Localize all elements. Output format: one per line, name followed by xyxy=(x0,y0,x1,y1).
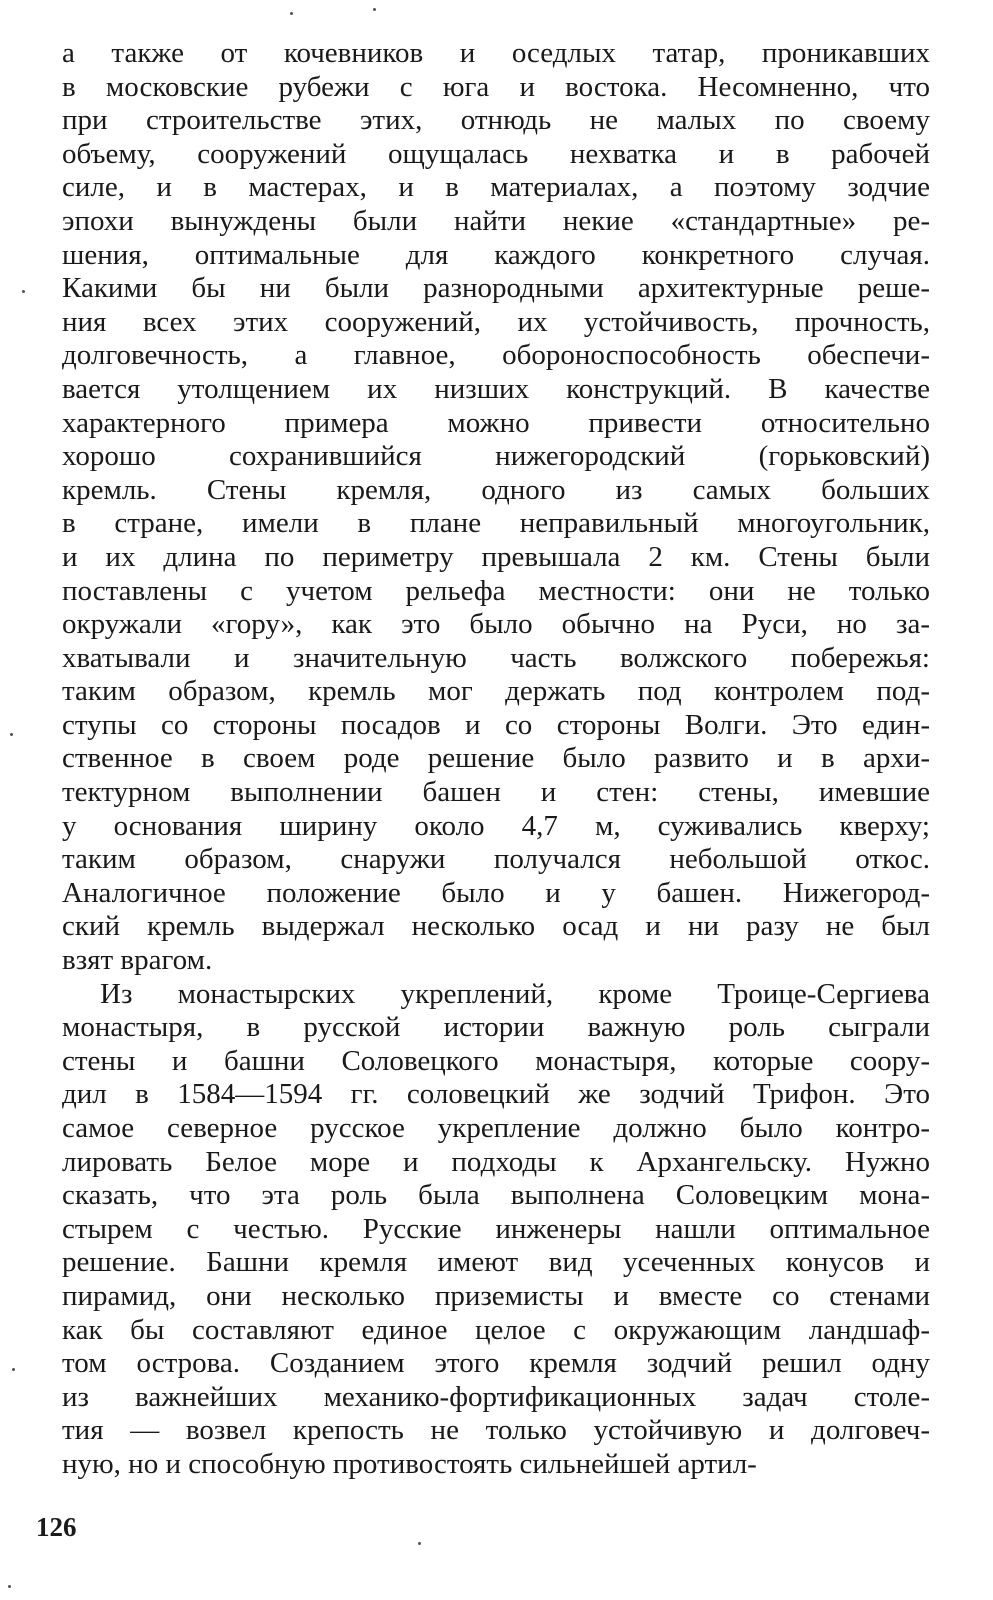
text-line: дил в 1584—1594 гг. соловецкий же зодчий Трифон. Это xyxy=(62,1078,930,1111)
text-line: решение. Башни кремля имеют вид усеченных конусов и xyxy=(62,1246,930,1279)
paragraph xyxy=(62,37,930,978)
text-line: ский кремль выдержал несколько осад и ни разу не был xyxy=(62,910,930,943)
body-text xyxy=(62,37,930,1482)
text-line: из важнейших механико-фортификационных задач столе- xyxy=(62,1380,930,1413)
text-line: а также от кочевников и оседлых татар, проникавших xyxy=(62,37,930,69)
text-line: поставлены с учетом рельефа местности: они не только xyxy=(62,574,930,607)
scan-speck xyxy=(290,12,293,15)
text-line: пирамид, они несколько приземисты и вместе со стенами xyxy=(62,1279,930,1312)
text-line: окружали «гору», как это было обычно на Руси, но за- xyxy=(62,608,930,641)
text-line: тектурном выполнении башен и стен: стены, имевшие xyxy=(62,776,930,809)
text-line: вается утолщением их низших конструкций. В качестве xyxy=(62,372,930,405)
text-line: ственное в своем роде решение было развито и в архи- xyxy=(62,742,930,775)
scan-speck xyxy=(10,733,13,736)
text-line: таким образом, кремль мог держать под контролем под- xyxy=(62,675,930,708)
scan-speck xyxy=(8,1585,11,1588)
text-line: у основания ширину около 4,7 м, суживались кверху; xyxy=(62,809,930,842)
text-line: таким образом, снаружи получался небольшой откос. xyxy=(62,843,930,876)
text-line: хватывали и значительную часть волжского побережья: xyxy=(62,641,930,674)
text-line: при строительстве этих, отнюдь не малых по своему xyxy=(62,104,930,137)
text-line: как бы составляют единое целое с окружающим ландшаф- xyxy=(62,1313,930,1346)
text-line: стырем с честью. Русские инженеры нашли оптимальное xyxy=(62,1212,930,1245)
text-line: лировать Белое море и подходы к Архангельску. Нужно xyxy=(62,1145,930,1178)
text-line: сказать, что эта роль была выполнена Соловецким мона- xyxy=(62,1179,930,1212)
text-line: самое северное русское укрепление должно было контро- xyxy=(62,1112,930,1144)
text-line: стены и башни Соловецкого монастыря, которые соору- xyxy=(62,1044,930,1077)
text-line: характерного примера можно привести относительно xyxy=(62,406,930,439)
text-line: тия — возвел крепость не только устойчивую и долговеч- xyxy=(62,1414,930,1447)
text-line: ную, но и способную противостоять сильнейшей артил- xyxy=(62,1447,757,1480)
text-line: в московские рубежи с юга и востока. Несомненно, что xyxy=(62,70,930,103)
text-line: шения, оптимальные для каждого конкретного случая. xyxy=(62,238,930,271)
text-line: объему, сооружений ощущалась нехватка и в рабочей xyxy=(62,137,930,170)
scan-speck xyxy=(22,290,25,293)
text-line: в стране, имели в плане неправильный многоугольник, xyxy=(62,507,930,540)
page-number: 126 xyxy=(36,1512,77,1542)
text-line: Аналогичное положение было и у башен. Нижегород- xyxy=(62,876,930,909)
text-line: Какими бы ни были разнородными архитектурные реше- xyxy=(62,272,930,305)
text-line: эпохи вынуждены были найти некие «стандартные» ре- xyxy=(62,204,930,237)
text-line: Из монастырских укреплений, кроме Троице-Сергиева xyxy=(100,977,930,1010)
text-line: ступы со стороны посадов и со стороны Волги. Это един- xyxy=(62,708,930,741)
text-line: хорошо сохранившийся нижегородский (горьковский) xyxy=(62,440,930,473)
text-line: силе, и в мастерах, и в материалах, а поэтому зодчие xyxy=(62,171,930,204)
text-line: монастыря, в русской истории важную роль сыграли xyxy=(62,1011,930,1044)
text-line: взят врагом. xyxy=(62,944,213,977)
text-line: долговечность, а главное, обороноспособность обеспечи- xyxy=(62,339,930,372)
text-line: ния всех этих сооружений, их устойчивость, прочность, xyxy=(62,305,930,338)
scan-speck xyxy=(373,8,376,11)
text-line: кремль. Стены кремля, одного из самых больших xyxy=(62,473,930,506)
scan-speck xyxy=(418,1542,421,1545)
scan-speck xyxy=(12,1368,15,1371)
text-line: том острова. Созданием этого кремля зодчий решил одну xyxy=(62,1347,930,1380)
text-line: и их длина по периметру превышала 2 км. Стены были xyxy=(62,540,930,573)
paragraph xyxy=(62,978,930,1482)
